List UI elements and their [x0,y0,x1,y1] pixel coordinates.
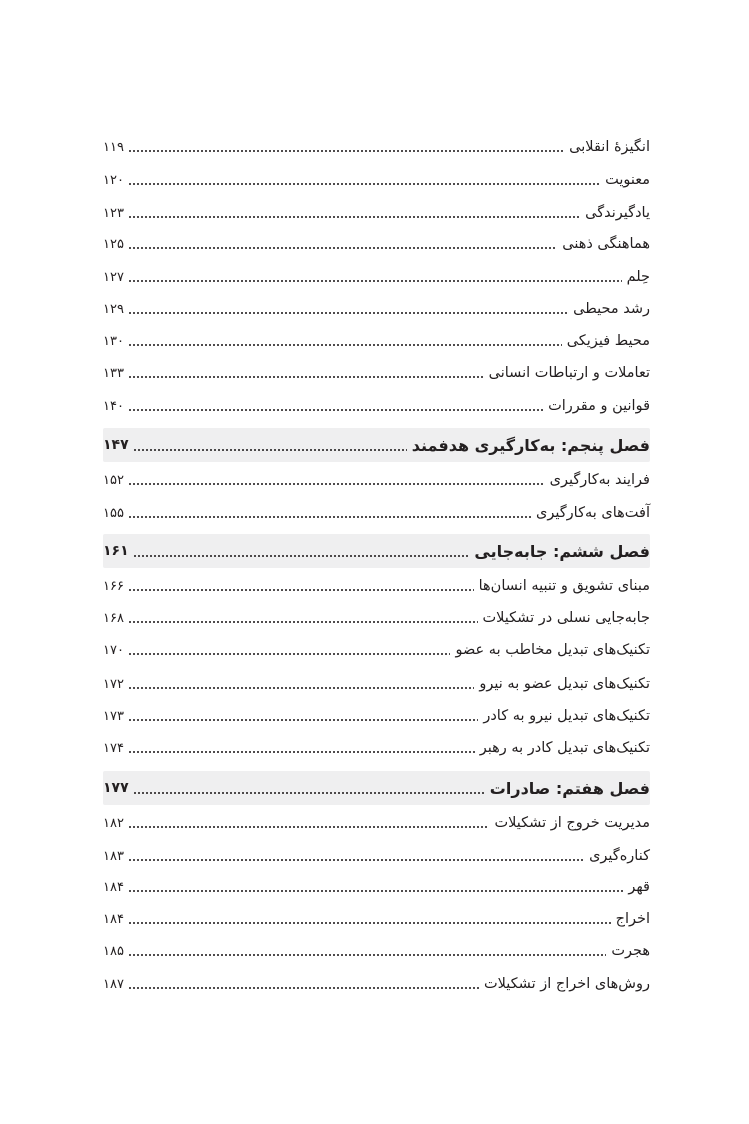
toc-entry [103,635,650,665]
toc-entry-title: قهر [628,879,650,895]
toc-page-number: ۱۱۹ [103,139,124,155]
toc-entry [103,294,650,324]
dot-leader [128,403,543,417]
toc-entry [103,904,650,934]
toc-page-number: ۱۷۳ [103,708,124,724]
toc-entry [103,603,650,633]
toc-entry [103,872,650,902]
dot-leader [128,510,531,524]
toc-entry [103,808,650,838]
toc-entry-title: هماهنگی ذهنی [562,236,650,252]
toc-entry-title: تکنیک‌های تبدیل عضو به نیرو [479,676,650,692]
toc-page-number: ۱۵۲ [103,472,124,488]
toc-page-number: ۱۲۹ [103,301,124,317]
toc-page-number: ۱۸۵ [103,943,124,959]
toc-entry [103,571,650,601]
toc-entry [103,358,650,388]
dot-leader [128,948,606,962]
toc-entry-title: انگیزۀ انقلابی [569,139,650,155]
dot-leader [133,786,485,800]
toc-page-number: ۱۷۰ [103,642,124,658]
toc-entry-title: معنویت [605,172,650,188]
toc-entry-title: کناره‌گیری [589,848,650,864]
toc-entry [103,841,650,871]
toc-page-number: ۱۷۲ [103,676,124,692]
toc-entry [103,132,650,162]
dot-leader [128,274,622,288]
toc-page-number: ۱۲۷ [103,269,124,285]
toc-entry [103,936,650,966]
toc-entry-title: مدیریت خروج از تشکیلات [494,815,650,831]
toc-entry [103,262,650,292]
toc-entry-title: تکنیک‌های تبدیل کادر به رهبر [479,740,650,756]
dot-leader [128,477,545,491]
toc-entry-title: آفت‌های به‌کارگیری [536,505,650,521]
dot-leader [128,338,562,352]
toc-entry-title: فصل پنجم: به‌کارگیری هدفمند [411,435,650,455]
toc-entry [103,969,650,999]
toc-page-number: ۱۳۳ [103,365,124,381]
toc-entry [103,669,650,699]
toc-entry-title: محیط فیزیکی [566,333,650,349]
dot-leader [128,916,611,930]
toc-entry-title: تکنیک‌های تبدیل مخاطب به عضو [455,642,650,658]
toc-entry-title: قوانین و مقررات [548,398,650,414]
toc-chapter-heading [103,534,650,568]
toc-page-number: ۱۳۰ [103,333,124,349]
dot-leader [128,306,568,320]
dot-leader [128,615,478,629]
dot-leader [128,681,474,695]
toc-entry-title: رشد محیطی [573,301,650,317]
toc-page-number: ۱۸۷ [103,976,124,992]
dot-leader [128,884,623,898]
toc-entry-title: فصل هفتم: صادرات [489,778,650,798]
dot-leader [128,713,478,727]
toc-page-number: ۱۸۳ [103,848,124,864]
toc-page-number: ۱۲۰ [103,172,124,188]
toc-entry-title: تکنیک‌های تبدیل نیرو به کادر [483,708,650,724]
toc-entry-title: تعاملات و ارتباطات انسانی [488,365,650,381]
toc-entry [103,229,650,259]
toc-page-number: ۱۵۵ [103,505,124,521]
dot-leader [133,549,470,563]
dot-leader [128,820,490,834]
toc-entry [103,165,650,195]
dot-leader [128,177,600,191]
toc-page-number: ۱۷۴ [103,740,124,756]
toc-chapter-heading [103,428,650,462]
dot-leader [128,370,484,384]
toc-entry [103,326,650,356]
toc-page-number: ۱۸۲ [103,815,124,831]
toc-entry [103,498,650,528]
dot-leader [128,981,479,995]
toc-entry [103,198,650,228]
toc-entry [103,701,650,731]
toc-entry-title: فرایند به‌کارگیری [549,472,650,488]
dot-leader [128,745,475,759]
toc-page-number: ۱۷۷ [103,780,129,796]
toc-entry-title: فصل ششم: جابه‌جایی [474,541,650,561]
dot-leader [128,241,557,255]
toc-page-number: ۱۲۳ [103,205,124,221]
toc-entry [103,391,650,421]
dot-leader [128,853,584,867]
toc-chapter-heading [103,771,650,805]
toc-entry-title: اخراج [615,911,650,927]
toc-entry-title: یادگیرندگی [585,205,650,221]
toc-page-number: ۱۴۰ [103,398,124,414]
dot-leader [128,144,564,158]
toc-entry-title: مبنای تشویق و تنبیه انسان‌ها [478,578,650,594]
toc-entry-title: جابه‌جایی نسلی در تشکیلات [482,610,650,626]
toc-page-number: ۱۸۴ [103,911,124,927]
toc-page-number: ۱۶۱ [103,543,129,559]
dot-leader [128,647,451,661]
toc-entry-title: روش‌های اخراج از تشکیلات [483,976,650,992]
toc-entry [103,465,650,495]
toc-entry [103,733,650,763]
toc-entry-title: هجرت [611,943,650,959]
toc-page-number: ۱۶۶ [103,578,124,594]
toc-entry-title: حِلم [626,269,650,285]
toc-page-number: ۱۶۸ [103,610,124,626]
toc-page-number: ۱۴۷ [103,437,129,453]
dot-leader [133,443,407,457]
toc-page-number: ۱۲۵ [103,236,124,252]
dot-leader [128,583,474,597]
dot-leader [128,210,580,224]
toc-page-number: ۱۸۴ [103,879,124,895]
